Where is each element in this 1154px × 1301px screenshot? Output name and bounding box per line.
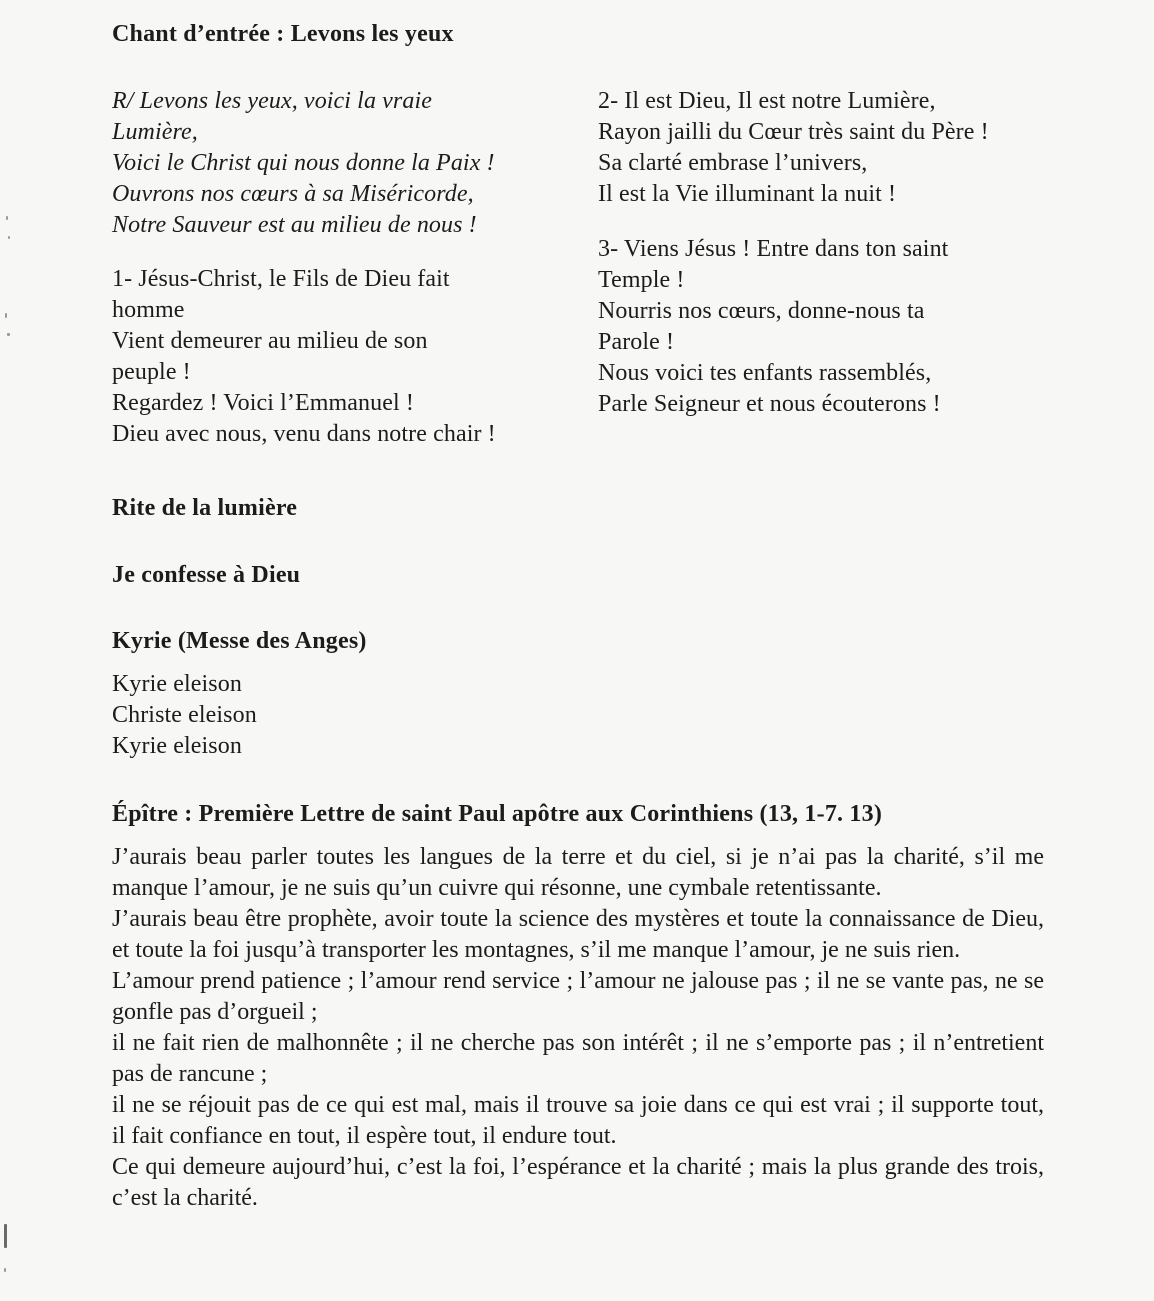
verse-line: Vient demeurer au milieu de son bbox=[112, 328, 428, 354]
epitre-paragraph: Ce qui demeure aujourd’hui, c’est la foi, l’espérance et la charité ; mais la plus grande des trois, c’est la charité. bbox=[112, 1154, 1044, 1211]
verse-line: Dieu avec nous, venu dans notre chair ! bbox=[112, 421, 496, 447]
refrain-line: Voici le Christ qui nous donne la Paix ! bbox=[112, 150, 495, 176]
scan-speck bbox=[4, 1268, 6, 1272]
scan-speck bbox=[7, 333, 10, 336]
epitre-heading: Épître : Première Lettre de saint Paul apôtre aux Corinthiens (13, 1-7. 13) bbox=[112, 801, 883, 827]
scan-speck bbox=[6, 216, 8, 220]
verse-line: Parole ! bbox=[598, 329, 675, 355]
verse-line: Sa clarté embrase l’univers, bbox=[598, 150, 868, 176]
verse-line: homme bbox=[112, 297, 185, 323]
verse-line: Regardez ! Voici l’Emmanuel ! bbox=[112, 390, 414, 416]
epitre-text bbox=[112, 842, 1044, 1214]
rite-lumiere-heading: Rite de la lumière bbox=[112, 495, 298, 521]
verse-line: peuple ! bbox=[112, 359, 191, 385]
epitre-paragraph: J’aurais beau être prophète, avoir toute la science des mystères et toute la connaissance de Dieu, et toute la foi jusqu’à transporter les montagnes, s’il me manque l’amour, je ne suis rien. bbox=[112, 906, 1044, 963]
verse-line: Nous voici tes enfants rassemblés, bbox=[598, 360, 932, 386]
verse-line: 1- Jésus-Christ, le Fils de Dieu fait bbox=[112, 266, 450, 292]
scan-speck bbox=[5, 313, 7, 318]
kyrie-line: Kyrie eleison bbox=[112, 671, 242, 697]
verse-line: Temple ! bbox=[598, 267, 685, 293]
kyrie-line: Christe eleison bbox=[112, 702, 257, 728]
chant-entree-heading: Chant d’entrée : Levons les yeux bbox=[112, 21, 454, 47]
scan-speck bbox=[8, 236, 10, 239]
kyrie-heading: Kyrie (Messe des Anges) bbox=[112, 628, 367, 654]
confesse-heading: Je confesse à Dieu bbox=[112, 562, 301, 588]
kyrie-block bbox=[112, 669, 257, 762]
refrain-line: Notre Sauveur est au milieu de nous ! bbox=[112, 212, 477, 238]
verse-line: 2- Il est Dieu, Il est notre Lumière, bbox=[598, 88, 936, 114]
refrain-block bbox=[112, 86, 495, 241]
epitre-paragraph: J’aurais beau parler toutes les langues de la terre et du ciel, si je n’ai pas la charité, s’il me manque l’amour, je ne suis qu’un cuivre qui résonne, une cymbale retentissante. bbox=[112, 844, 1044, 901]
verse-line: Rayon jailli du Cœur très saint du Père ! bbox=[598, 119, 989, 145]
refrain-line: R/ Levons les yeux, voici la vraie bbox=[112, 88, 432, 114]
epitre-paragraph: L’amour prend patience ; l’amour rend service ; l’amour ne jalouse pas ; il ne se vante pas, ne se gonfle pas d’orgueil ; bbox=[112, 968, 1044, 1025]
verse-1-block bbox=[112, 264, 496, 450]
verse-3-block bbox=[598, 234, 948, 420]
refrain-line: Lumière, bbox=[112, 119, 198, 145]
verse-line: 3- Viens Jésus ! Entre dans ton saint bbox=[598, 236, 949, 262]
epitre-paragraph: il ne fait rien de malhonnête ; il ne cherche pas son intérêt ; il ne s’emporte pas ; il n’entretient pas de rancune ; bbox=[112, 1030, 1044, 1087]
scan-speck bbox=[4, 1224, 7, 1248]
verse-line: Parle Seigneur et nous écouterons ! bbox=[598, 391, 941, 417]
epitre-paragraph: il ne se réjouit pas de ce qui est mal, mais il trouve sa joie dans ce qui est vrai ; il supporte tout, il fait confiance en tout, il espère tout, il endure tout. bbox=[112, 1092, 1044, 1149]
verse-2-block bbox=[598, 86, 989, 210]
verse-line: Nourris nos cœurs, donne-nous ta bbox=[598, 298, 925, 324]
kyrie-line: Kyrie eleison bbox=[112, 733, 242, 759]
verse-line: Il est la Vie illuminant la nuit ! bbox=[598, 181, 897, 207]
refrain-line: Ouvrons nos cœurs à sa Miséricorde, bbox=[112, 181, 474, 207]
